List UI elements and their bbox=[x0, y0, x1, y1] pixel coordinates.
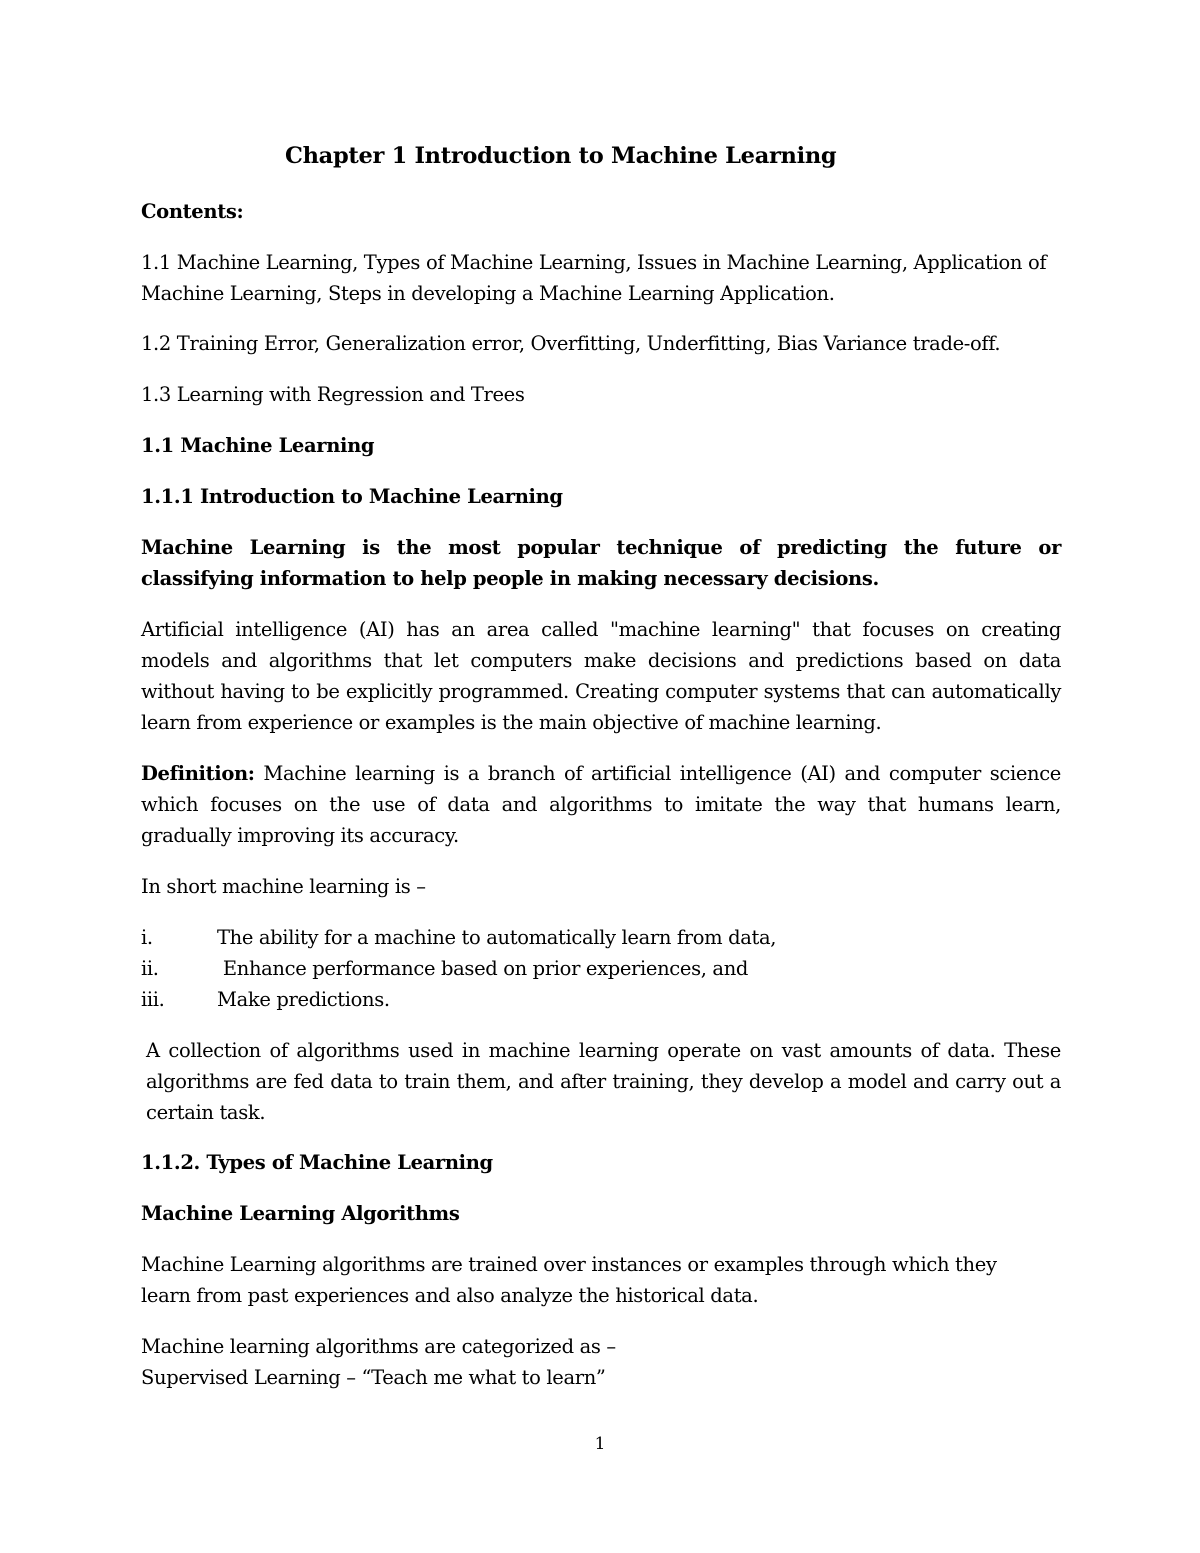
list-item-text: Enhance performance based on prior experiences, and bbox=[217, 957, 749, 980]
list-item bbox=[141, 922, 776, 953]
collection-paragraph: A collection of algorithms used in machine learning operate on vast amounts of data. These algorithms are fed data to train them, and after training, they develop a model and carry out a certain task. bbox=[146, 1039, 1061, 1124]
definition-text: Machine learning is a branch of artificial intelligence (AI) and computer science which focuses on the use of data and algorithms to imitate the way that humans learn, gradually improving its accuracy. bbox=[141, 762, 1061, 847]
in-short-line: In short machine learning is – bbox=[141, 875, 426, 898]
list-item-number: ii. bbox=[141, 957, 159, 980]
intro-bold-paragraph: Machine Learning is the most popular technique of predicting the future or classifying information to help people in making necessary decisions. bbox=[141, 536, 1061, 590]
list-item-number: iii. bbox=[141, 988, 165, 1011]
page-number: 1 bbox=[594, 1434, 606, 1454]
list-item bbox=[141, 953, 748, 984]
list-item-number: i. bbox=[141, 926, 153, 949]
algorithms-paragraph: Machine Learning algorithms are trained over instances or examples through which they learn from past experiences and also analyze the historical data. bbox=[141, 1253, 997, 1307]
list-item-text: Make predictions. bbox=[217, 988, 390, 1011]
definition-paragraph bbox=[141, 758, 1061, 851]
intro-paragraph: Artificial intelligence (AI) has an area called "machine learning" that focuses on creating models and algorithms that let computers make decisions and predictions based on data without having to be explicitly programmed. Creating computer systems that can automatically learn from experience or examples is the main objective of machine learning. bbox=[141, 618, 1061, 734]
contents-item-1-1: 1.1 Machine Learning, Types of Machine Learning, Issues in Machine Learning, Application of Machine Learning, Steps in developing a Machine Learning Application. bbox=[141, 251, 1047, 305]
section-heading-1-1-2: 1.1.2. Types of Machine Learning bbox=[141, 1151, 493, 1174]
section-heading-1-1: 1.1 Machine Learning bbox=[141, 434, 375, 457]
algorithms-heading: Machine Learning Algorithms bbox=[141, 1202, 460, 1225]
contents-item-1-3: 1.3 Learning with Regression and Trees bbox=[141, 383, 525, 406]
list-item bbox=[141, 984, 390, 1015]
list-item-text: The ability for a machine to automatically learn from data, bbox=[217, 926, 777, 949]
supervised-line: Supervised Learning – “Teach me what to learn” bbox=[141, 1366, 606, 1389]
chapter-title: Chapter 1 Introduction to Machine Learning bbox=[285, 143, 837, 169]
contents-heading: Contents: bbox=[141, 200, 244, 223]
categorized-line: Machine learning algorithms are categorized as – bbox=[141, 1335, 616, 1358]
definition-label: Definition: bbox=[141, 762, 255, 785]
section-heading-1-1-1: 1.1.1 Introduction to Machine Learning bbox=[141, 485, 563, 508]
contents-item-1-2: 1.2 Training Error, Generalization error, Overfitting, Underfitting, Bias Variance trade-off. bbox=[141, 332, 1001, 355]
